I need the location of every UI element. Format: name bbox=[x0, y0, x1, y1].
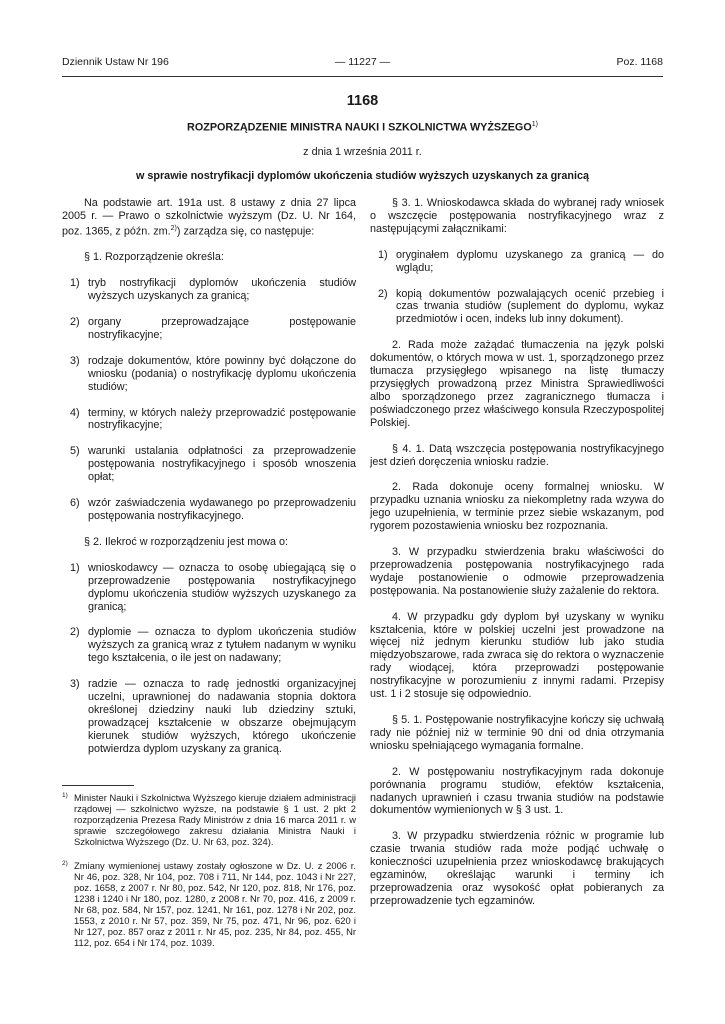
running-header bbox=[62, 56, 663, 70]
footnote-text: Zmiany wymienionej ustawy zostały ogłoszone w Dz. U. z 2006 r. Nr 46, poz. 328, Nr 104, poz. 708 i 711, Nr 144, poz. 1043 i Nr 227, poz. 1658, z 2007 r. Nr 80, poz. 542, Nr 120, poz. 818, Nr 176, poz. 1238 i 1240 i Nr 180, poz. 1280, z 2008 r. Nr 70, poz. 416, z 2009 r. Nr 68, poz. 584, Nr 157, poz. 1241, Nr 161, poz. 1278 i Nr 202, poz. 1553, z 2010 r. Nr 57, poz. 359, Nr 75, poz. 471, Nr 96, poz. 620 i Nr 127, poz. 857 oraz z 2011 r. Nr 45, poz. 235, Nr 84, poz. 455, Nr 112, poz. 654 i Nr 174, poz. 1039. bbox=[74, 860, 356, 948]
footnote-marker: 1) bbox=[62, 792, 68, 799]
footnote-text: Minister Nauki i Szkolnictwa Wyższego kieruje działem administracji rządowej — szkolnictwo wyższe, na podstawie § 1 ust. 2 pkt 2 rozporządzenia Prezesa Rady Ministrów z dnia 16 marca 2011 r. w sprawie szczegółowego zakresu działania Ministra Nauki i Szkolnictwa Wyższego (Dz. U. Nr 63, poz. 324). bbox=[74, 792, 356, 847]
section-1-list bbox=[62, 277, 356, 523]
section-4-par-1: § 4. 1. Datą wszczęcia postępowania nostryfikacyjnego jest dzień doręczenia wniosku radzie. bbox=[370, 442, 664, 468]
section-3-par-2: 2. Rada może zażądać tłumaczenia na język polski dokumentów, o których mowa w ust. 1, sporządzonego przez tłumacza przysięgłego wpisanego na listę tłumaczy przysięgłych prowadzoną przez Ministra Sprawiedliwości albo sporządzonego przez zagranicznego tłumacza i poświadczonego przez właściwego konsula Rzeczypospolitej Polskiej. bbox=[370, 339, 664, 429]
footnote-2 bbox=[62, 860, 356, 948]
section-3-par-1: § 3. 1. Wnioskodawca składa do wybranej rady wniosek o wszczęcie postępowania nostryfikacyjnego wraz z następującymi załącznikami: bbox=[370, 197, 664, 235]
position-number: 1168 bbox=[346, 93, 379, 109]
list-item: 2) kopią dokumentów pozwalających ocenić przebieg i czas trwania studiów (suplement do dyplomu, wykaz przedmiotów i ocen, indeks lub inny dokument). bbox=[378, 287, 664, 326]
section-4-par-3: 3. W przypadku stwierdzenia braku właściwości do przeprowadzenia postępowania nostryfikacyjnego rada wydaje postanowienie o odmowie przeprowadzenia postępowania. Na postanowienie służy zażalenie do rektora. bbox=[370, 546, 664, 597]
list-item: 4) terminy, w których należy przeprowadzić postępowanie nostryfikacyjne; bbox=[70, 406, 356, 432]
footnote-marker: 2) bbox=[62, 860, 68, 867]
list-item: 3) rodzaje dokumentów, które powinny być dołączone do wniosku (podania) o nostryfikację dyplomu ukończenia studiów; bbox=[70, 354, 356, 393]
title-footnote-marker: 1) bbox=[531, 121, 538, 128]
list-item: 2) organy przeprowadzające postępowanie nostryfikacyjne; bbox=[70, 316, 356, 341]
list-item: 1) wnioskodawcy — oznacza to osobę ubiegającą się o przeprowadzenie postępowania nostryfikacyjnego dyplomu ukończenia studiów wyższych uzyskanego za granicą; bbox=[70, 561, 356, 613]
section-2-intro: § 2. Ilekroć w rozporządzeniu jest mowa o: bbox=[84, 535, 289, 548]
section-4-par-2: 2. Rada dokonuje oceny formalnej wniosku. W przypadku uznania wniosku za niekompletny rada wzywa do jego uzupełnienia, w terminie przez siebie wskazanym, pod rygorem pozostawienia wniosku bez rozpoznania. bbox=[370, 481, 664, 533]
list-item: 2) dyplomie — oznacza to dyplom ukończenia studiów wyższych za granicą wraz z tytułem nadanym w wyniku tego kształcenia, o ile jest on nadawany; bbox=[70, 626, 356, 665]
section-5-par-1: § 5. 1. Postępowanie nostryfikacyjne kończy się uchwałą rady nie później niż w terminie 90 dni od dnia otrzymania wniosku spełniającego wymagania formalne. bbox=[370, 714, 664, 752]
section-4-par-4: 4. W przypadku gdy dyplom był uzyskany w wyniku kształcenia, które w polskiej uczelni jest prowadzone na więcej niż jednym kierunku studiów lub jako studia międzyobszarowe, rada zwraca się do rektora o wyznaczenie rady wiodącej, która przeprowadzi postępowanie nostryfikacyjne w porozumieniu z innymi radami. Przepisy ust. 1 i 2 stosuje się odpowiednio. bbox=[370, 610, 664, 701]
document-date: z dnia 1 września 2011 r. bbox=[303, 146, 422, 158]
list-item: 6) wzór zaświadczenia wydawanego po przeprowadzeniu postępowania nostryfikacyjnego. bbox=[70, 497, 356, 522]
header-divider bbox=[62, 76, 663, 77]
preamble: Na podstawie art. 191a ust. 8 ustawy z dnia 27 lipca 2005 r. — Prawo o szkolnictwie wyższym (Dz. U. Nr 164, poz. 1365, z późn. zm.$^{2)}$) zarządza się, co następuje: bbox=[62, 197, 356, 238]
section-3-list bbox=[370, 249, 664, 327]
list-item: 5) warunki ustalania odpłatności za przeprowadzenie postępowania nostryfikacyjnego i sposób wnoszenia opłat; bbox=[70, 445, 356, 484]
title-text: ROZPORZĄDZENIE MINISTRA NAUKI I SZKOLNICTWA WYŻSZEGO bbox=[187, 121, 532, 134]
left-column bbox=[62, 197, 356, 756]
right-column bbox=[370, 197, 664, 908]
footnote-divider bbox=[62, 785, 134, 786]
section-5-par-3: 3. W przypadku stwierdzenia różnic w programie lub czasie trwania studiów rada może podjąć uchwałę o konieczności uzupełnienia przez wnioskodawcę brakujących egzaminów, określając warunki i terminy ich przeprowadzenia oraz wysokość opłat pobieranych za przeprowadzenie tych egzaminów. bbox=[370, 830, 664, 907]
document-subject: w sprawie nostryfikacji dyplomów ukończenia studiów wyższych uzyskanych za granicą bbox=[135, 170, 589, 182]
page-number: — 11227 — bbox=[334, 56, 391, 68]
section-2-list bbox=[62, 562, 356, 756]
list-item: 1) tryb nostryfikacji dyplomów ukończenia studiów wyższych uzyskanych za granicą; bbox=[70, 277, 356, 303]
document-title bbox=[62, 121, 663, 134]
position-ref: Poz. 1168 bbox=[616, 56, 663, 68]
section-5-par-2: 2. W postępowaniu nostryfikacyjnym rada dokonuje porównania programu studiów, efektów kształcenia, nadanych uprawnień i czasu trwania studiów na podstawie dokumentów wymienionych w § 3 ust. 1. bbox=[370, 765, 664, 817]
list-item: 3) radzie — oznacza to radę jednostki organizacyjnej uczelni, uprawnionej do nadawania stopnia doktora określonej dziedziny nauki lub dziedziny sztuki, prowadzącej kształcenie w obszarze obejmującym kierunek studiów wyższych, którego ukończenie potwierdza dyplom uzyskany za granicą. bbox=[70, 678, 356, 755]
footnote-1 bbox=[62, 792, 356, 847]
preamble-footnote-marker: 2) bbox=[170, 224, 177, 232]
section-1-intro: § 1. Rozporządzenie określa: bbox=[84, 251, 224, 264]
journal-name: Dziennik Ustaw Nr 196 bbox=[62, 56, 169, 68]
list-item: 1) oryginałem dyplomu uzyskanego za granicą — do wglądu; bbox=[378, 248, 664, 274]
